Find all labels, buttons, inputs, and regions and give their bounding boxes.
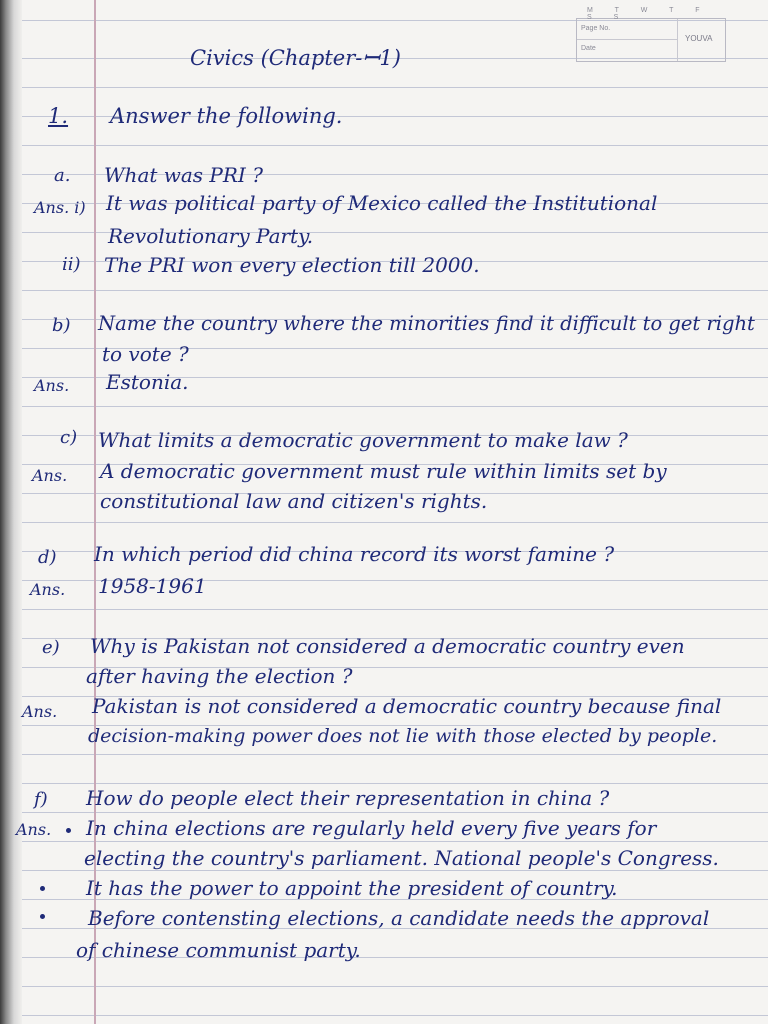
question-label-a: a. xyxy=(54,165,71,186)
question-label-b: b) xyxy=(52,315,71,336)
question-e-line1: Why is Pakistan not considered a democratic country even xyxy=(90,634,685,658)
date-label: Date xyxy=(581,45,596,52)
answer-a-line2: Revolutionary Party. xyxy=(108,224,314,248)
question-label-c: c) xyxy=(60,427,78,448)
question-b-line2: to vote ? xyxy=(102,342,189,366)
question-label-f: f) xyxy=(34,789,48,810)
question-label-e: e) xyxy=(42,637,60,658)
answer-label-a: Ans. i) xyxy=(34,198,86,217)
page-date-box xyxy=(576,7,726,62)
brand-label: YOUVA xyxy=(685,34,713,43)
bullet-2 xyxy=(40,886,45,891)
answer-e-line1: Pakistan is not considered a democratic country because final xyxy=(92,694,722,718)
bullet-1 xyxy=(66,828,71,833)
answer-c-line2: constitutional law and citizen's rights. xyxy=(100,489,488,513)
question-c: What limits a democratic government to make law ? xyxy=(98,428,628,452)
question-f: How do people elect their representation in china ? xyxy=(86,786,610,810)
answer-d: 1958-1961 xyxy=(98,574,207,598)
box-vertical-divider xyxy=(677,19,678,61)
answer-c-line1: A democratic government must rule within limits set by xyxy=(100,459,667,483)
question-b-line1: Name the country where the minorities find it difficult to get right xyxy=(98,312,755,335)
answer-label-a-ii: ii) xyxy=(62,254,81,275)
answer-a-line1: It was political party of Mexico called the Institutional xyxy=(106,191,658,215)
answer-b: Estonia. xyxy=(106,370,189,394)
answer-label-d: Ans. xyxy=(30,580,66,599)
page-title: Civics (Chapter-ꟷ1) xyxy=(190,46,401,70)
question-e-line2: after having the election ? xyxy=(86,664,353,688)
answer-label-e: Ans. xyxy=(22,702,58,721)
answer-label-b: Ans. xyxy=(34,376,70,395)
weekday-row: M T W T F S S xyxy=(587,7,710,21)
answer-a-ii: The PRI won every election till 2000. xyxy=(104,253,480,277)
notebook-binding xyxy=(0,0,22,1024)
box-divider xyxy=(577,39,677,40)
answer-e-line2: decision-making power does not lie with those elected by people. xyxy=(88,725,718,747)
answer-f-1-line1: In china elections are regularly held every five years for xyxy=(86,816,657,840)
question-label-d: d) xyxy=(38,547,57,568)
question-a: What was PRI ? xyxy=(104,163,263,187)
section-heading: Answer the following. xyxy=(110,104,343,128)
answer-label-f: Ans. xyxy=(16,820,52,839)
answer-f-3-line2: of chinese communist party. xyxy=(76,938,361,962)
answer-f-1-line2: electing the country's parliament. National people's Congress. xyxy=(84,846,719,870)
question-d: In which period did china record its worst famine ? xyxy=(94,542,615,566)
answer-f-2: It has the power to appoint the president of country. xyxy=(86,876,618,900)
answer-f-3-line1: Before contensting elections, a candidate needs the approval xyxy=(88,906,710,930)
answer-label-c: Ans. xyxy=(32,466,68,485)
page-no-label: Page No. xyxy=(581,25,611,32)
section-number: 1. xyxy=(48,104,69,128)
bullet-3 xyxy=(40,914,45,919)
